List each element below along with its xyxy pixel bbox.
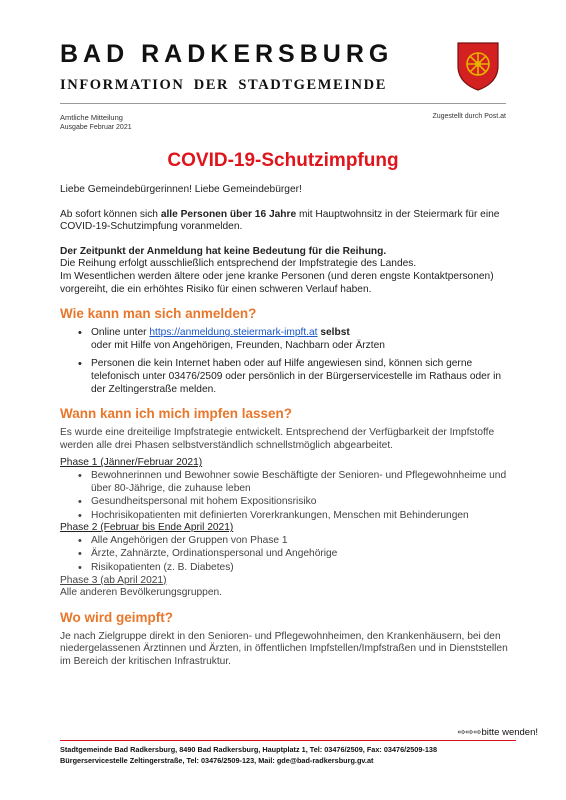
notice-label: Amtliche Mitteilung: [60, 113, 123, 122]
phase-2-label: Phase 2 (Februar bis Ende April 2021): [60, 522, 234, 534]
phase-2-list: [78, 535, 516, 575]
timing-line-1: Die Reihung erfolgt ausschließlich entsprechend der Impfstrategie des Landes.: [60, 258, 417, 270]
section-heading-where: Wo wird geimpft?: [60, 609, 173, 625]
header-subtitle: INFORMATION DER STADTGEMEINDE: [60, 77, 387, 93]
delivery-label: Zugestellt durch Post.at: [432, 113, 506, 120]
header-divider: [60, 103, 506, 104]
footer-divider: [60, 740, 516, 741]
section-heading-when: Wann kann ich mich impfen lassen?: [60, 406, 293, 422]
edition-label: Ausgabe Februar 2021: [60, 124, 132, 131]
town-crest-icon: [455, 40, 501, 92]
town-name: BAD RADKERSBURG: [60, 40, 394, 68]
timing-statement: Der Zeitpunkt der Anmeldung hat keine Bedeutung für die Reihung.: [60, 245, 387, 257]
footer-address: Stadtgemeinde Bad Radkersburg, 8490 Bad Radkersburg, Hauptplatz 1, Tel: 03476/2509, Fax: 03476/2509-138: [60, 745, 438, 754]
intro-highlight: alle Personen über 16 Jahre: [160, 208, 297, 220]
list-item: • Risikopatienten (z. B. Diabetes): [78, 562, 516, 575]
strategy-paragraph: Es wurde eine dreiteilige Impfstrategie entwickelt. Entsprechend der Verfügbarkeit der Impfstoffe werden alle drei Phasen selbstverständlich schnellstmöglich abgearbeitet.: [60, 427, 495, 451]
arrow-right-icon: ⇨⇨⇨: [457, 727, 482, 738]
register-list: [78, 327, 516, 396]
phase-3-label: Phase 3 (ab April 2021): [60, 574, 167, 586]
where-paragraph: Je nach Zielgruppe direkt in den Senioren- und Pflegewohnheimen, den Krankenhäusern, bei den niedergelassenen Ärztinnen und Ärzten, in öffentlichen Impfstellen/Impfstraßen und in Dienststellen im Bereich der kritischen Infrastruktur.: [60, 630, 508, 668]
section-heading-register: Wie kann man sich anmelden?: [60, 306, 257, 322]
list-item: • Personen die kein Internet haben oder auf Hilfe angewiesen sind, können sich gerne telefonisch unter 03476/2509 oder persönlich in der Bürgerservicestelle im Rathaus oder in der Zeltingerstraße melden.: [78, 358, 516, 396]
phase-3-text: Alle anderen Bevölkerungsgruppen.: [60, 587, 222, 599]
crest-wheel: [467, 53, 489, 75]
list-item: • Hochrisikopatienten mit definierten Vorerkrankungen, Menschen mit Behinderungen: [78, 510, 516, 523]
list-item: • Gesundheitspersonal mit hohem Expositionsrisiko: [78, 496, 516, 509]
list-item: • Bewohnerinnen und Bewohner sowie Beschäftigte der Senioren- und Pflegewohnheime und über 80-Jährige, die zuhause leben: [78, 470, 516, 495]
page-title: COVID-19-Schutzimpfung: [167, 150, 399, 171]
list-item: • Alle Angehörigen der Gruppen von Phase 1: [78, 535, 516, 548]
footer-service: Bürgerservicestelle Zeltingerstraße, Tel: 03476/2509-123, Mail: gde@bad-radkersburg.gv.at: [60, 756, 374, 765]
registration-link[interactable]: https://anmeldung.steiermark-impft.at: [149, 327, 318, 339]
turn-page-note: ⇨⇨⇨bitte wenden!: [457, 727, 538, 738]
document-body: [60, 184, 516, 669]
greeting: Liebe Gemeindebürgerinnen! Liebe Gemeindebürger!: [60, 184, 302, 195]
list-item: • Online unter https://anmeldung.steiermark-impft.at selbst oder mit Hilfe von Angehörigen, Freunden, Nachbarn oder Ärzten: [78, 327, 516, 352]
timing-line-2: Im Wesentlichen werden ältere oder jene kranke Personen (und deren engste Kontaktpersonen) vorgereiht, die ein erhöhtes Risiko für einen schweren Verlauf haben.: [60, 270, 494, 295]
phase-1-list: [78, 470, 516, 522]
intro-paragraph: Ab sofort können sich alle Personen über 16 Jahre mit Hauptwohnsitz in der Steiermark für eine COVID-19-Schutzimpfung voranmelden.: [60, 208, 500, 233]
phase-1-label: Phase 1 (Jänner/Februar 2021): [60, 457, 203, 469]
list-item: • Ärzte, Zahnärzte, Ordinationspersonal und Angehörige: [78, 548, 516, 561]
